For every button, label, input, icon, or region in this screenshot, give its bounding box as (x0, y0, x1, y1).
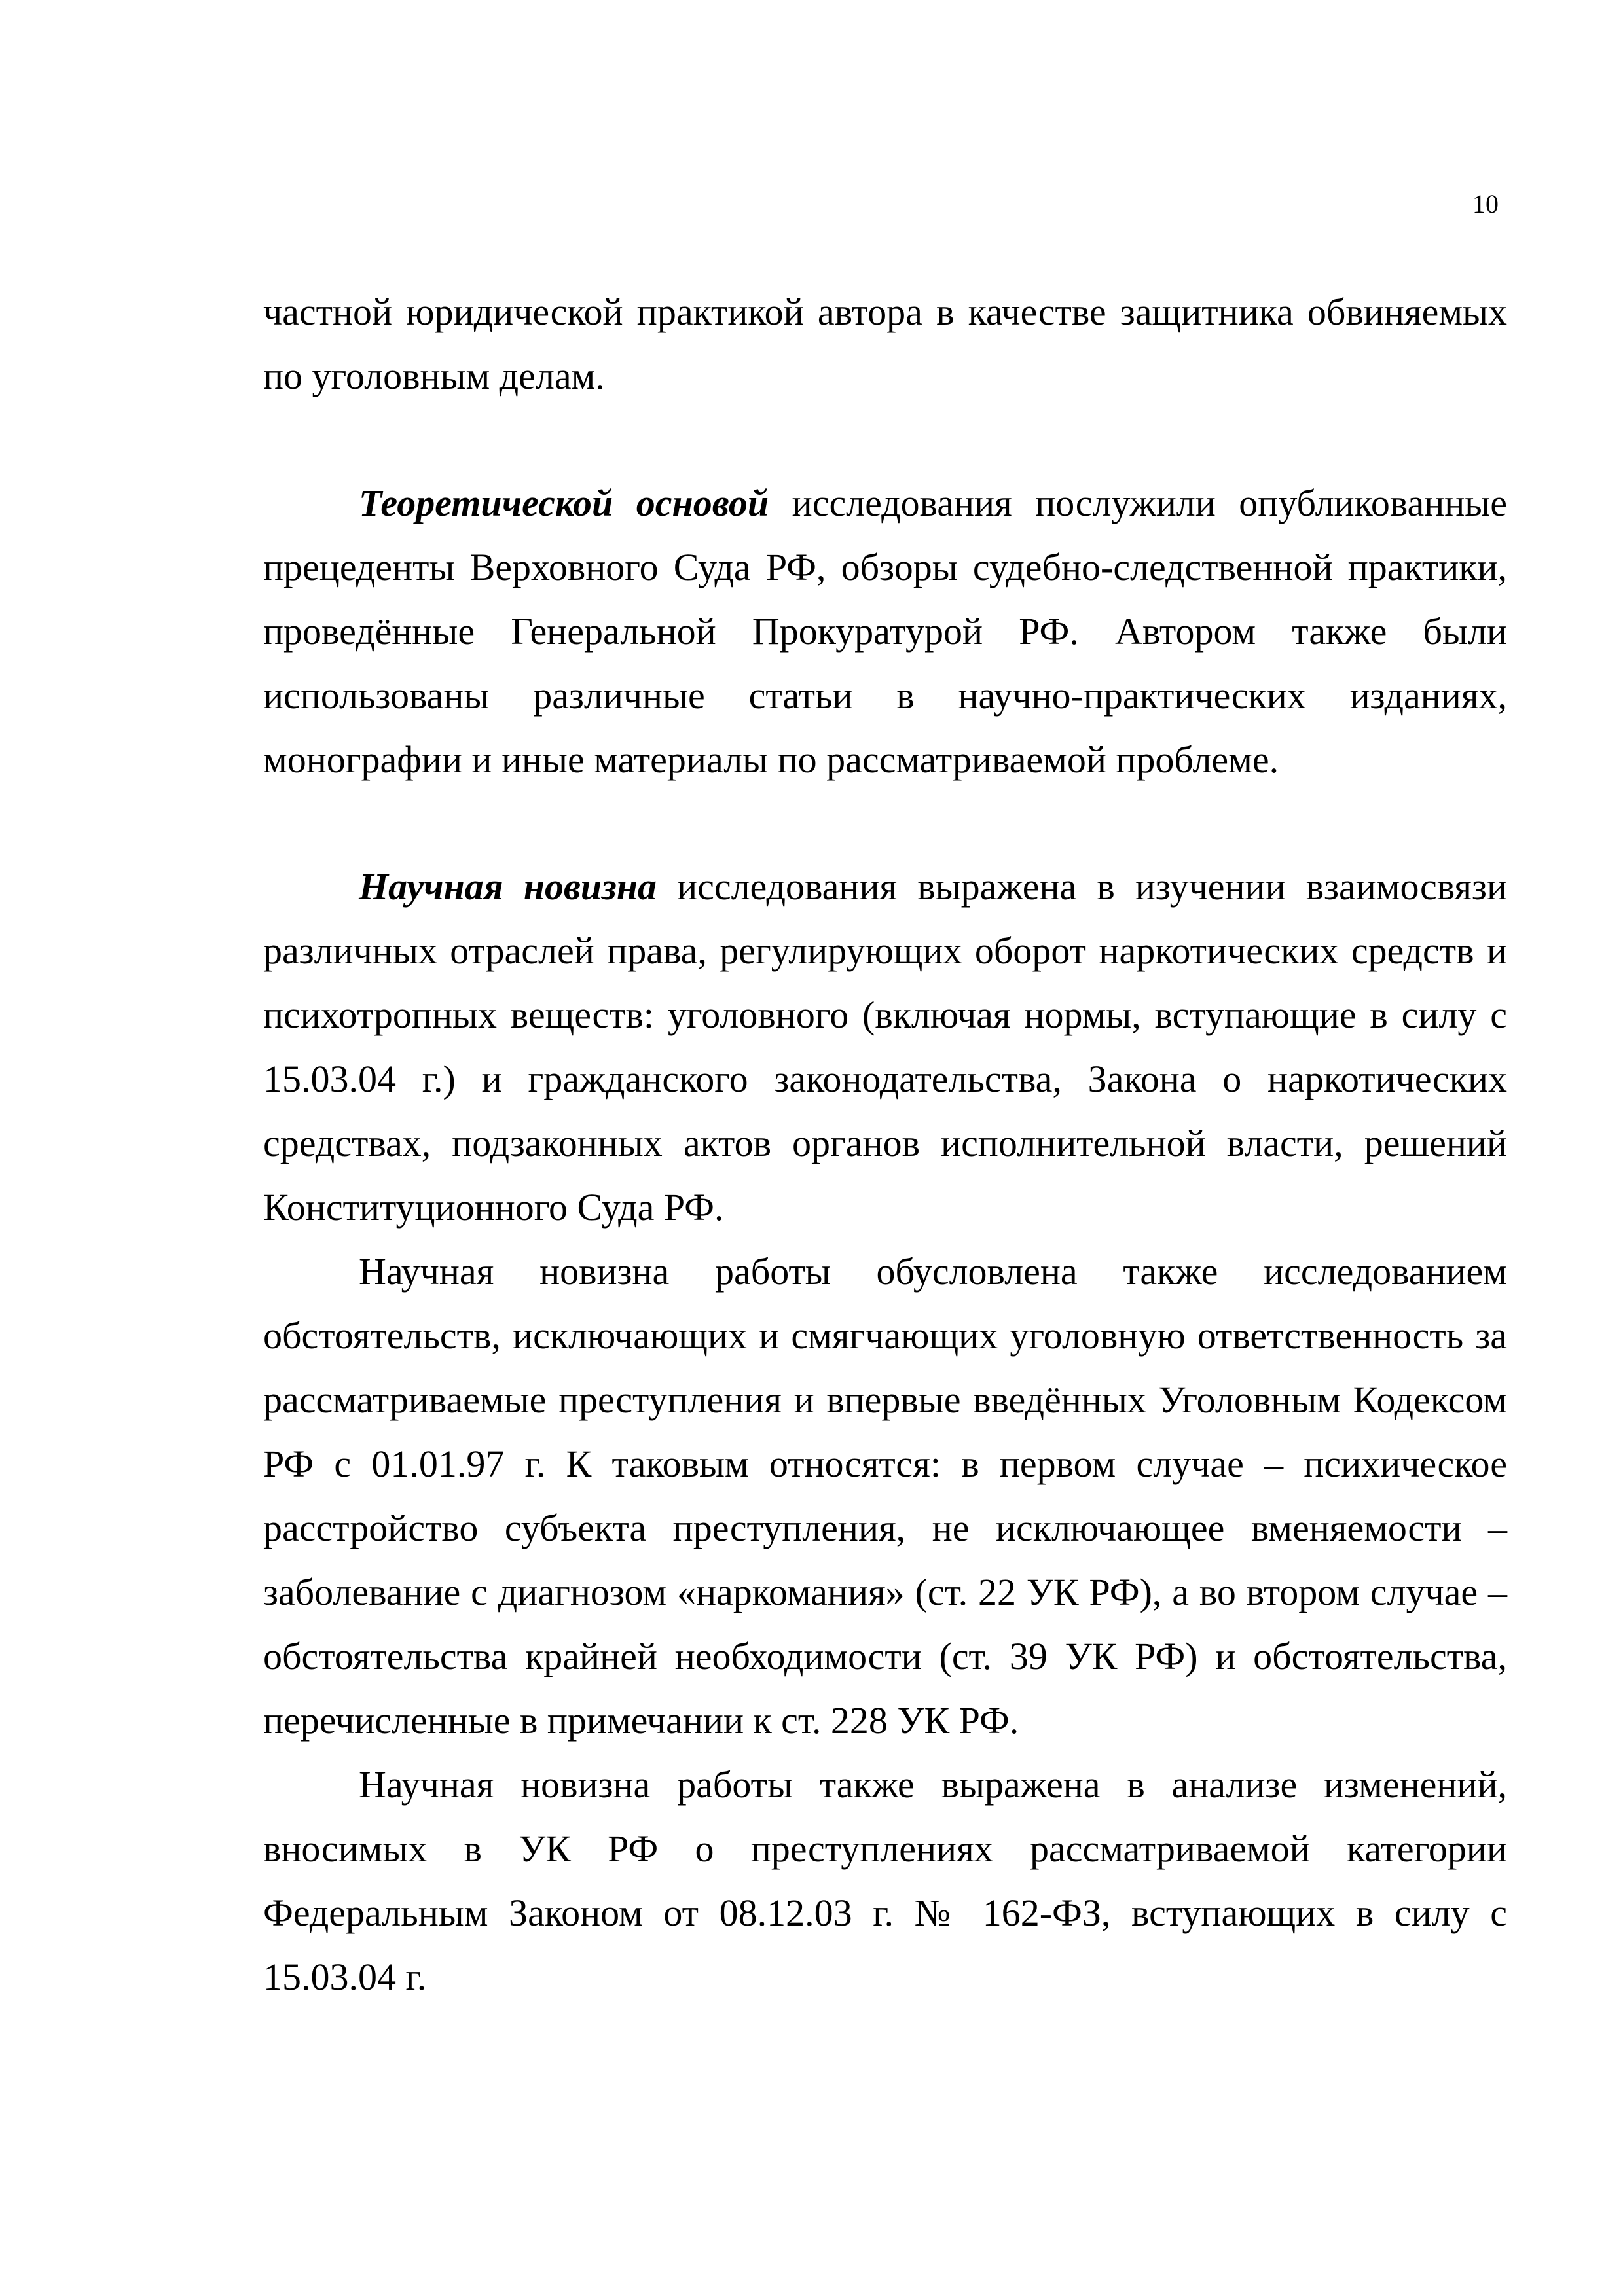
paragraph-novelty-amendments (263, 1753, 1507, 2009)
paragraph-theoretical-basis (263, 471, 1507, 792)
paragraph-text: Научная новизна работы обусловлена также исследованием обстоятельств, исключающих и смягчающих уголовную ответственность за рассматриваемые преступления и впервые введённых Уголовным Кодексом РФ с 01.01.97 г. К таковым относятся: в первом случае – психическое расстройство субъекта преступления, не исключающее вменяемости – заболевание с диагнозом «наркомания» (ст. 22 УК РФ), а во втором случае – обстоятельства крайней необходимости (ст. 39 УК РФ) и обстоятельства, перечисленные в примечании к ст. 228 УК РФ. (263, 1250, 1507, 1742)
paragraph-novelty-circumstances (263, 1240, 1507, 1753)
paragraph-scientific-novelty (263, 855, 1507, 1240)
paragraph-text: исследования выражена в изучении взаимосвязи различных отраслей права, регулирующих оборот наркотических средств и психотропных веществ: уголовного (включая нормы, вступающие в силу с 15.03.04 г.) и гражданского законодательства, Закона о наркотических средствах, подзаконных актов органов исполнительной власти, решений Конституционного Суда РФ. (263, 865, 1507, 1229)
paragraph-text: исследования послужили опубликованные прецеденты Верховного Суда РФ, обзоры судебно-следственной практики, проведённые Генеральной Прокуратурой РФ. Автором также были использованы различные статьи в научно-практических изданиях, монографии и иные материалы по рассматриваемой проблеме. (263, 482, 1507, 781)
document-body (263, 280, 1507, 2009)
paragraph-heading: Научная новизна (359, 865, 657, 908)
page-number: 10 (1472, 189, 1499, 219)
paragraph-text: частной юридической практикой автора в качестве защитника обвиняемых по уголовным делам. (263, 291, 1507, 397)
paragraph-text: Научная новизна работы также выражена в анализе изменений, вносимых в УК РФ о преступлениях рассматриваемой категории Федеральным Законом от 08.12.03 г. № 162-ФЗ, вступающих в силу с 15.03.04 г. (263, 1763, 1507, 1998)
paragraph-heading: Теоретической основой (359, 482, 769, 524)
paragraph-continuation (263, 280, 1507, 408)
